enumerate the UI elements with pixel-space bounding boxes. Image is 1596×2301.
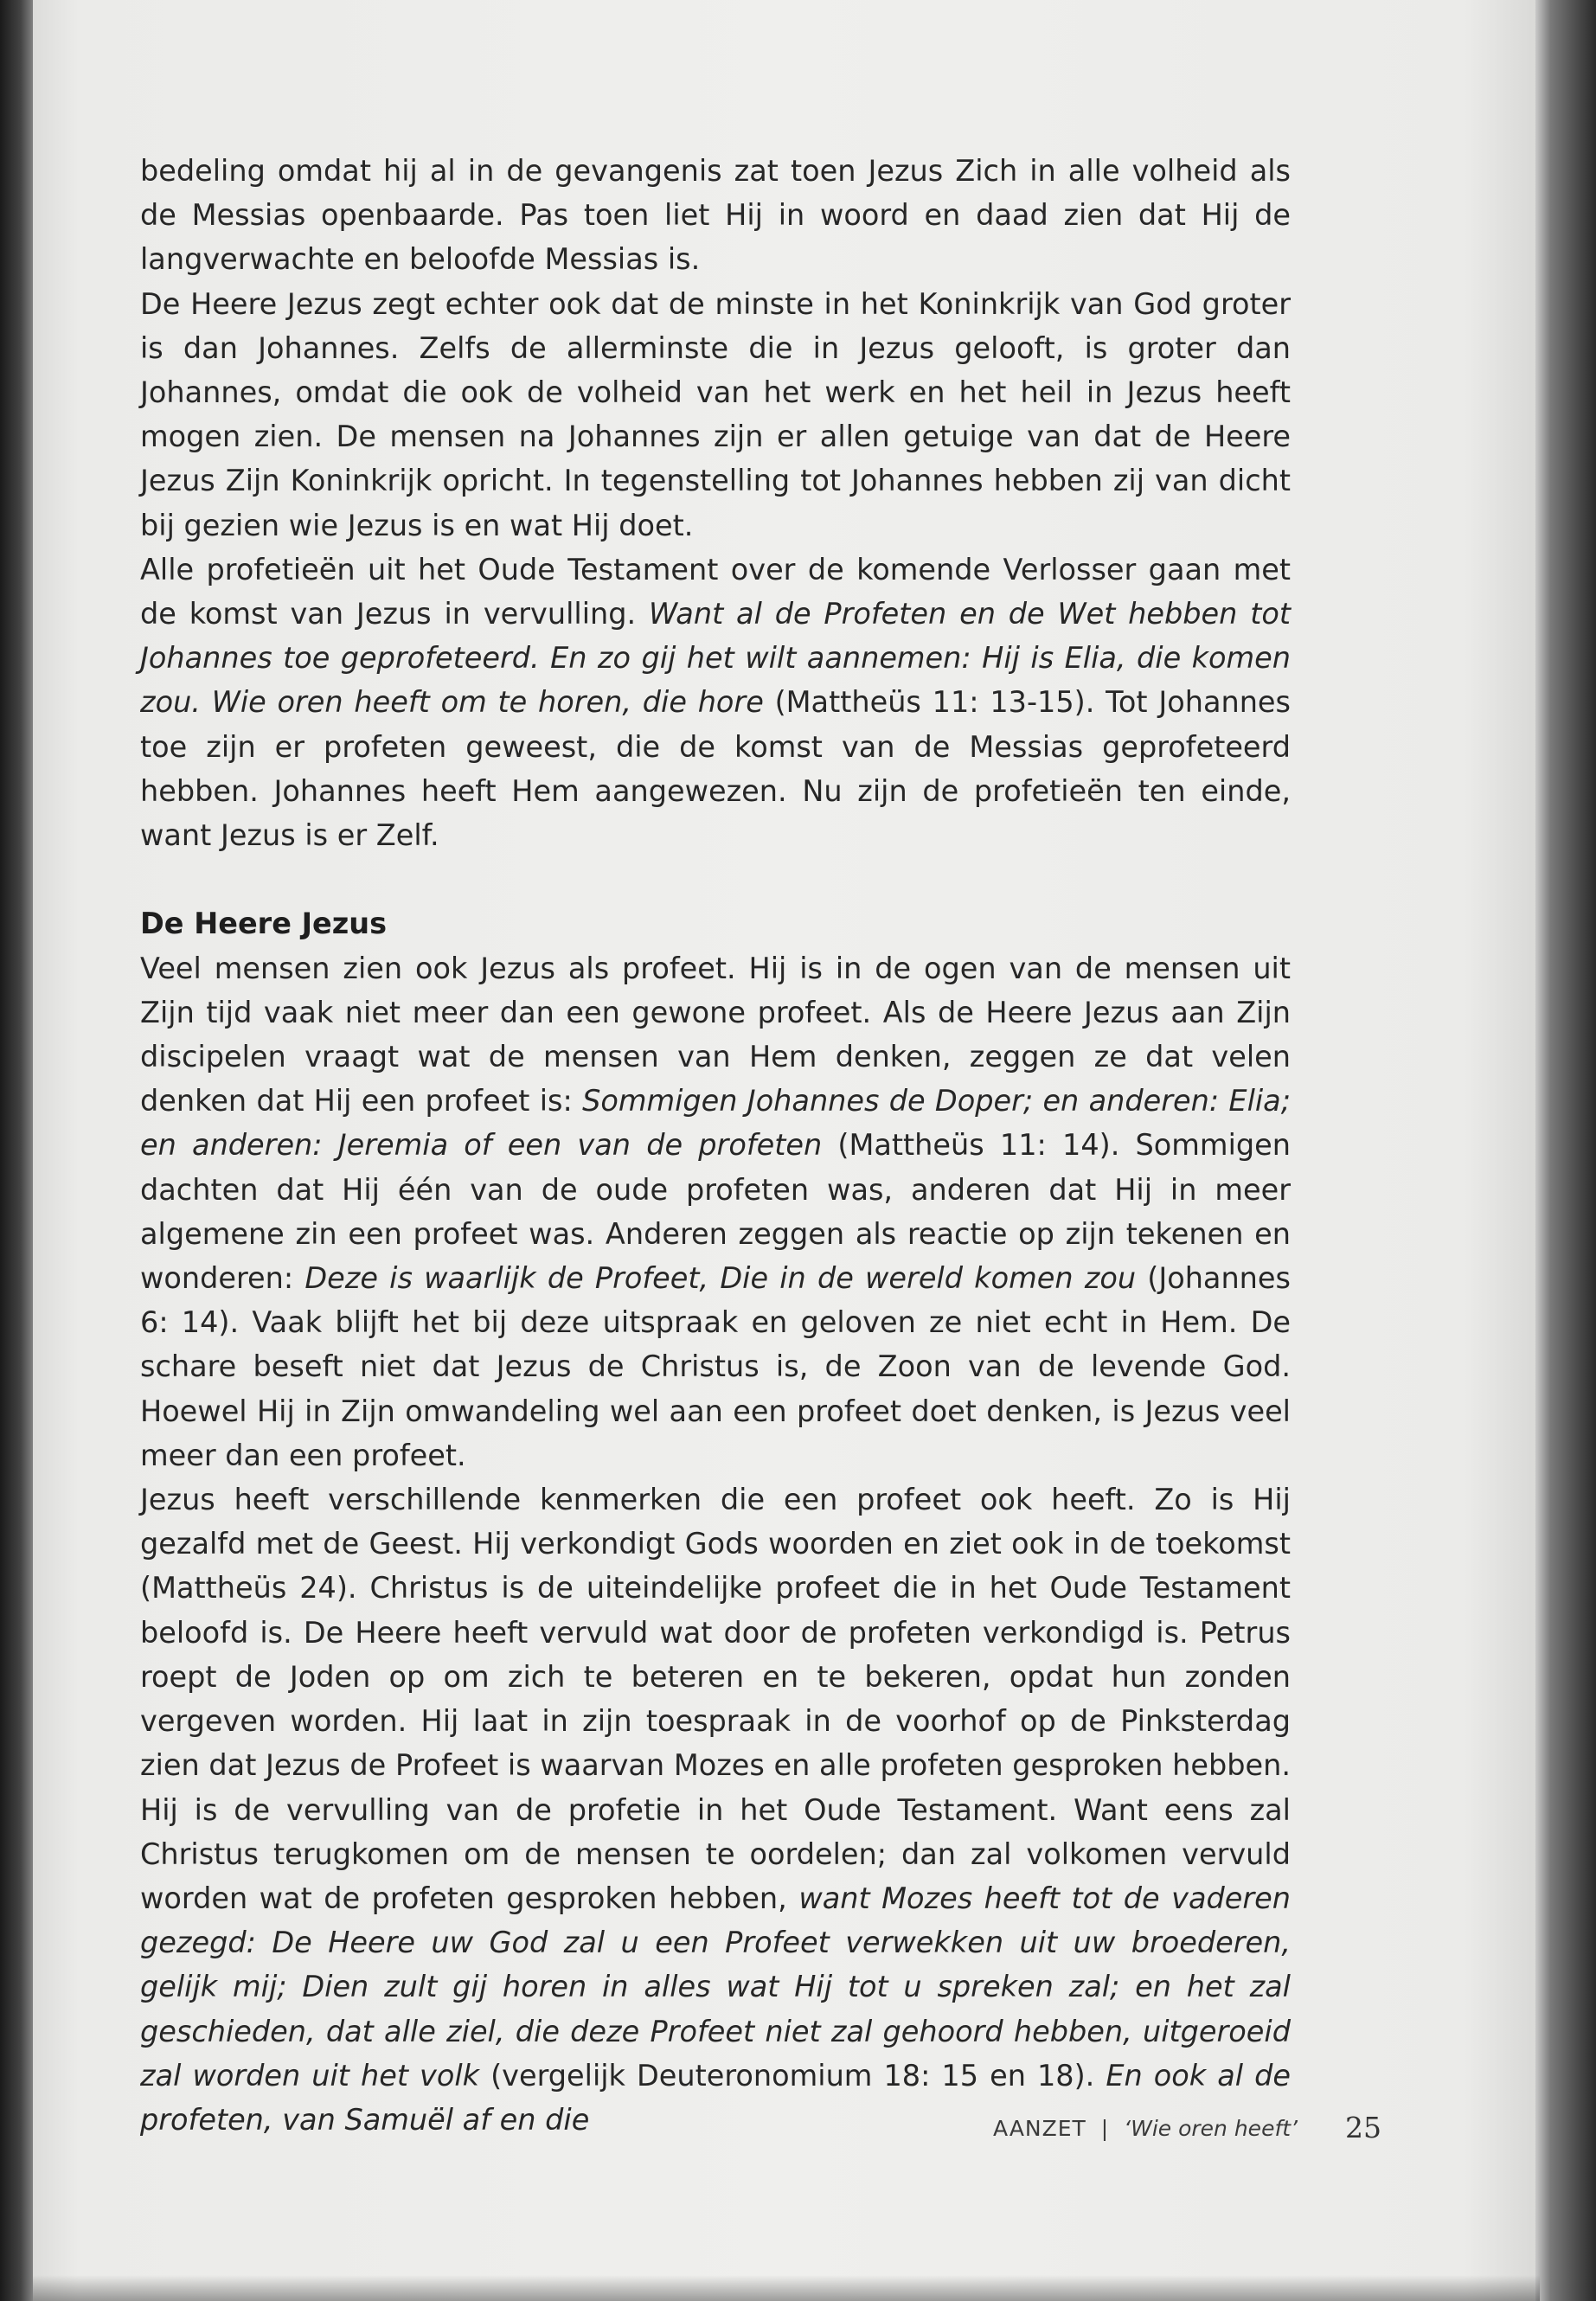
text-run: (Mattheüs 11: 13-15). Tot Johannes toe zijn er profeten geweest, die de komst van de Messias geprofeteerd hebben. Johannes heeft Hem aangewezen. Nu zijn de profetieën ten einde, want Jezus is er Zelf.	[140, 685, 1291, 853]
scripture-quote: Want al de Profeten en de Wet hebben tot Johannes toe geprofeteerd. En zo gij het wilt aannemen: Hij is Elia, die komen zou. Wie oren heeft om te horen, die hore	[140, 597, 1291, 720]
paragraph	[140, 282, 1291, 548]
paragraphs-before-heading	[140, 149, 1291, 857]
paragraph	[140, 149, 1291, 282]
section-heading: De Heere Jezus	[140, 907, 388, 941]
text-run: bedeling omdat hij al in de gevangenis zat toen Jezus Zich in alle volheid als de Messias openbaarde. Pas toen liet Hij in woord en daad zien dat Hij de langverwachte en beloofde Messias is.	[140, 154, 1291, 277]
running-footer	[952, 2116, 1298, 2141]
text-run: Veel mensen zien ook Jezus als profeet. Hij is in de ogen van de mensen uit Zijn tijd vaak niet meer dan een gewone profeet. Als de Heere Jezus aan Zijn discipelen vraagt wat de mensen van Hem denken, zeggen ze dat velen denken dat Hij een profeet is:	[140, 951, 1291, 1118]
paragraph	[140, 1477, 1291, 2142]
paragraphs-after-heading	[140, 946, 1291, 2142]
scan-right-edge	[1535, 0, 1596, 2301]
scripture-quote: Sommigen Johannes de Doper; en anderen: Elia; en anderen: Jeremia of een van de profeten	[140, 1084, 1291, 1163]
text-run: (Johannes 6: 14). Vaak blijft het bij deze uitspraak en geloven ze niet echt in Hem. De schare beseft niet dat Jezus de Christus is, de Zoon van de levende God. Hoewel Hij in Zijn omwandeling wel aan een profeet doet denken, is Jezus veel meer dan een profeet.	[140, 1261, 1291, 1472]
text-run: De Heere Jezus zegt echter ook dat de minste in het Koninkrijk van God groter is dan Johannes. Zelfs de allerminste die in Jezus gelooft, is groter dan Johannes, omdat die ook de volheid van het werk en het heil in Jezus heeft mogen zien. De mensen na Johannes zijn er allen getuige van dat de Heere Jezus Zijn Koninkrijk opricht. In tegenstelling tot Johannes hebben zij van dicht bij gezien wie Jezus is en wat Hij doet.	[140, 286, 1291, 542]
scripture-quote: Deze is waarlijk de Profeet, Die in de wereld komen zou	[304, 1261, 1137, 1296]
page-bottom-shadow	[33, 2275, 1540, 2301]
text-run: Alle profetieën uit het Oude Testament over de komende Verlosser gaan met de komst van Jezus in vervulling.	[140, 552, 1291, 631]
footer-separator: |	[1100, 2116, 1110, 2141]
paragraph	[140, 548, 1291, 857]
footer-series: AANZET	[993, 2116, 1086, 2141]
text-run: (Mattheüs 11: 14). Sommigen dachten dat Hij één van de oude profeten was, anderen dat Hij in meer algemene zin een profeet was. Anderen zeggen als reactie op zijn tekenen en wonderen:	[140, 1128, 1291, 1296]
text-run: (vergelijk Deuteronomium 18: 15 en 18).	[479, 2058, 1106, 2093]
scan-left-edge	[0, 0, 35, 2301]
footer-title: ‘Wie oren heeft’	[1124, 2116, 1298, 2141]
scripture-quote: want Mozes heeft tot de vaderen gezegd: De Heere uw God zal u een Profeet verwekken uit uw broederen, gelijk mij; Dien zult gij horen in alles wat Hij tot u spreken zal; en het zal geschieden, dat alle ziel, die deze Profeet niet zal gehoord hebben, uitgeroeid zal worden uit het volk	[140, 1881, 1291, 2093]
body-text	[140, 149, 1291, 2142]
page-number: 25	[1345, 2111, 1381, 2144]
text-run: Jezus heeft verschillende kenmerken die een profeet ook heeft. Zo is Hij gezalfd met de Geest. Hij verkondigt Gods woorden en ziet ook in de toekomst (Mattheüs 24). Christus is de uiteindelijke profeet die in het Oude Testament beloofd is. De Heere heeft vervuld wat door de profeten verkondigd is. Petrus roept de Joden op om zich te beteren en te bekeren, opdat hun zonden vergeven worden. Hij laat in zijn toespraak in de voorhof op de Pinksterdag zien dat Jezus de Profeet is waarvan Mozes en alle profeten gesproken hebben. Hij is de vervulling van de profetie in het Oude Testament. Want eens zal Christus terugkomen om de mensen te oordelen; dan zal volkomen vervuld worden wat de profeten gesproken hebben,	[140, 1483, 1291, 1915]
scripture-quote: En ook al de profeten, van Samuël af en die	[140, 2058, 1291, 2137]
paragraph	[140, 946, 1291, 1477]
